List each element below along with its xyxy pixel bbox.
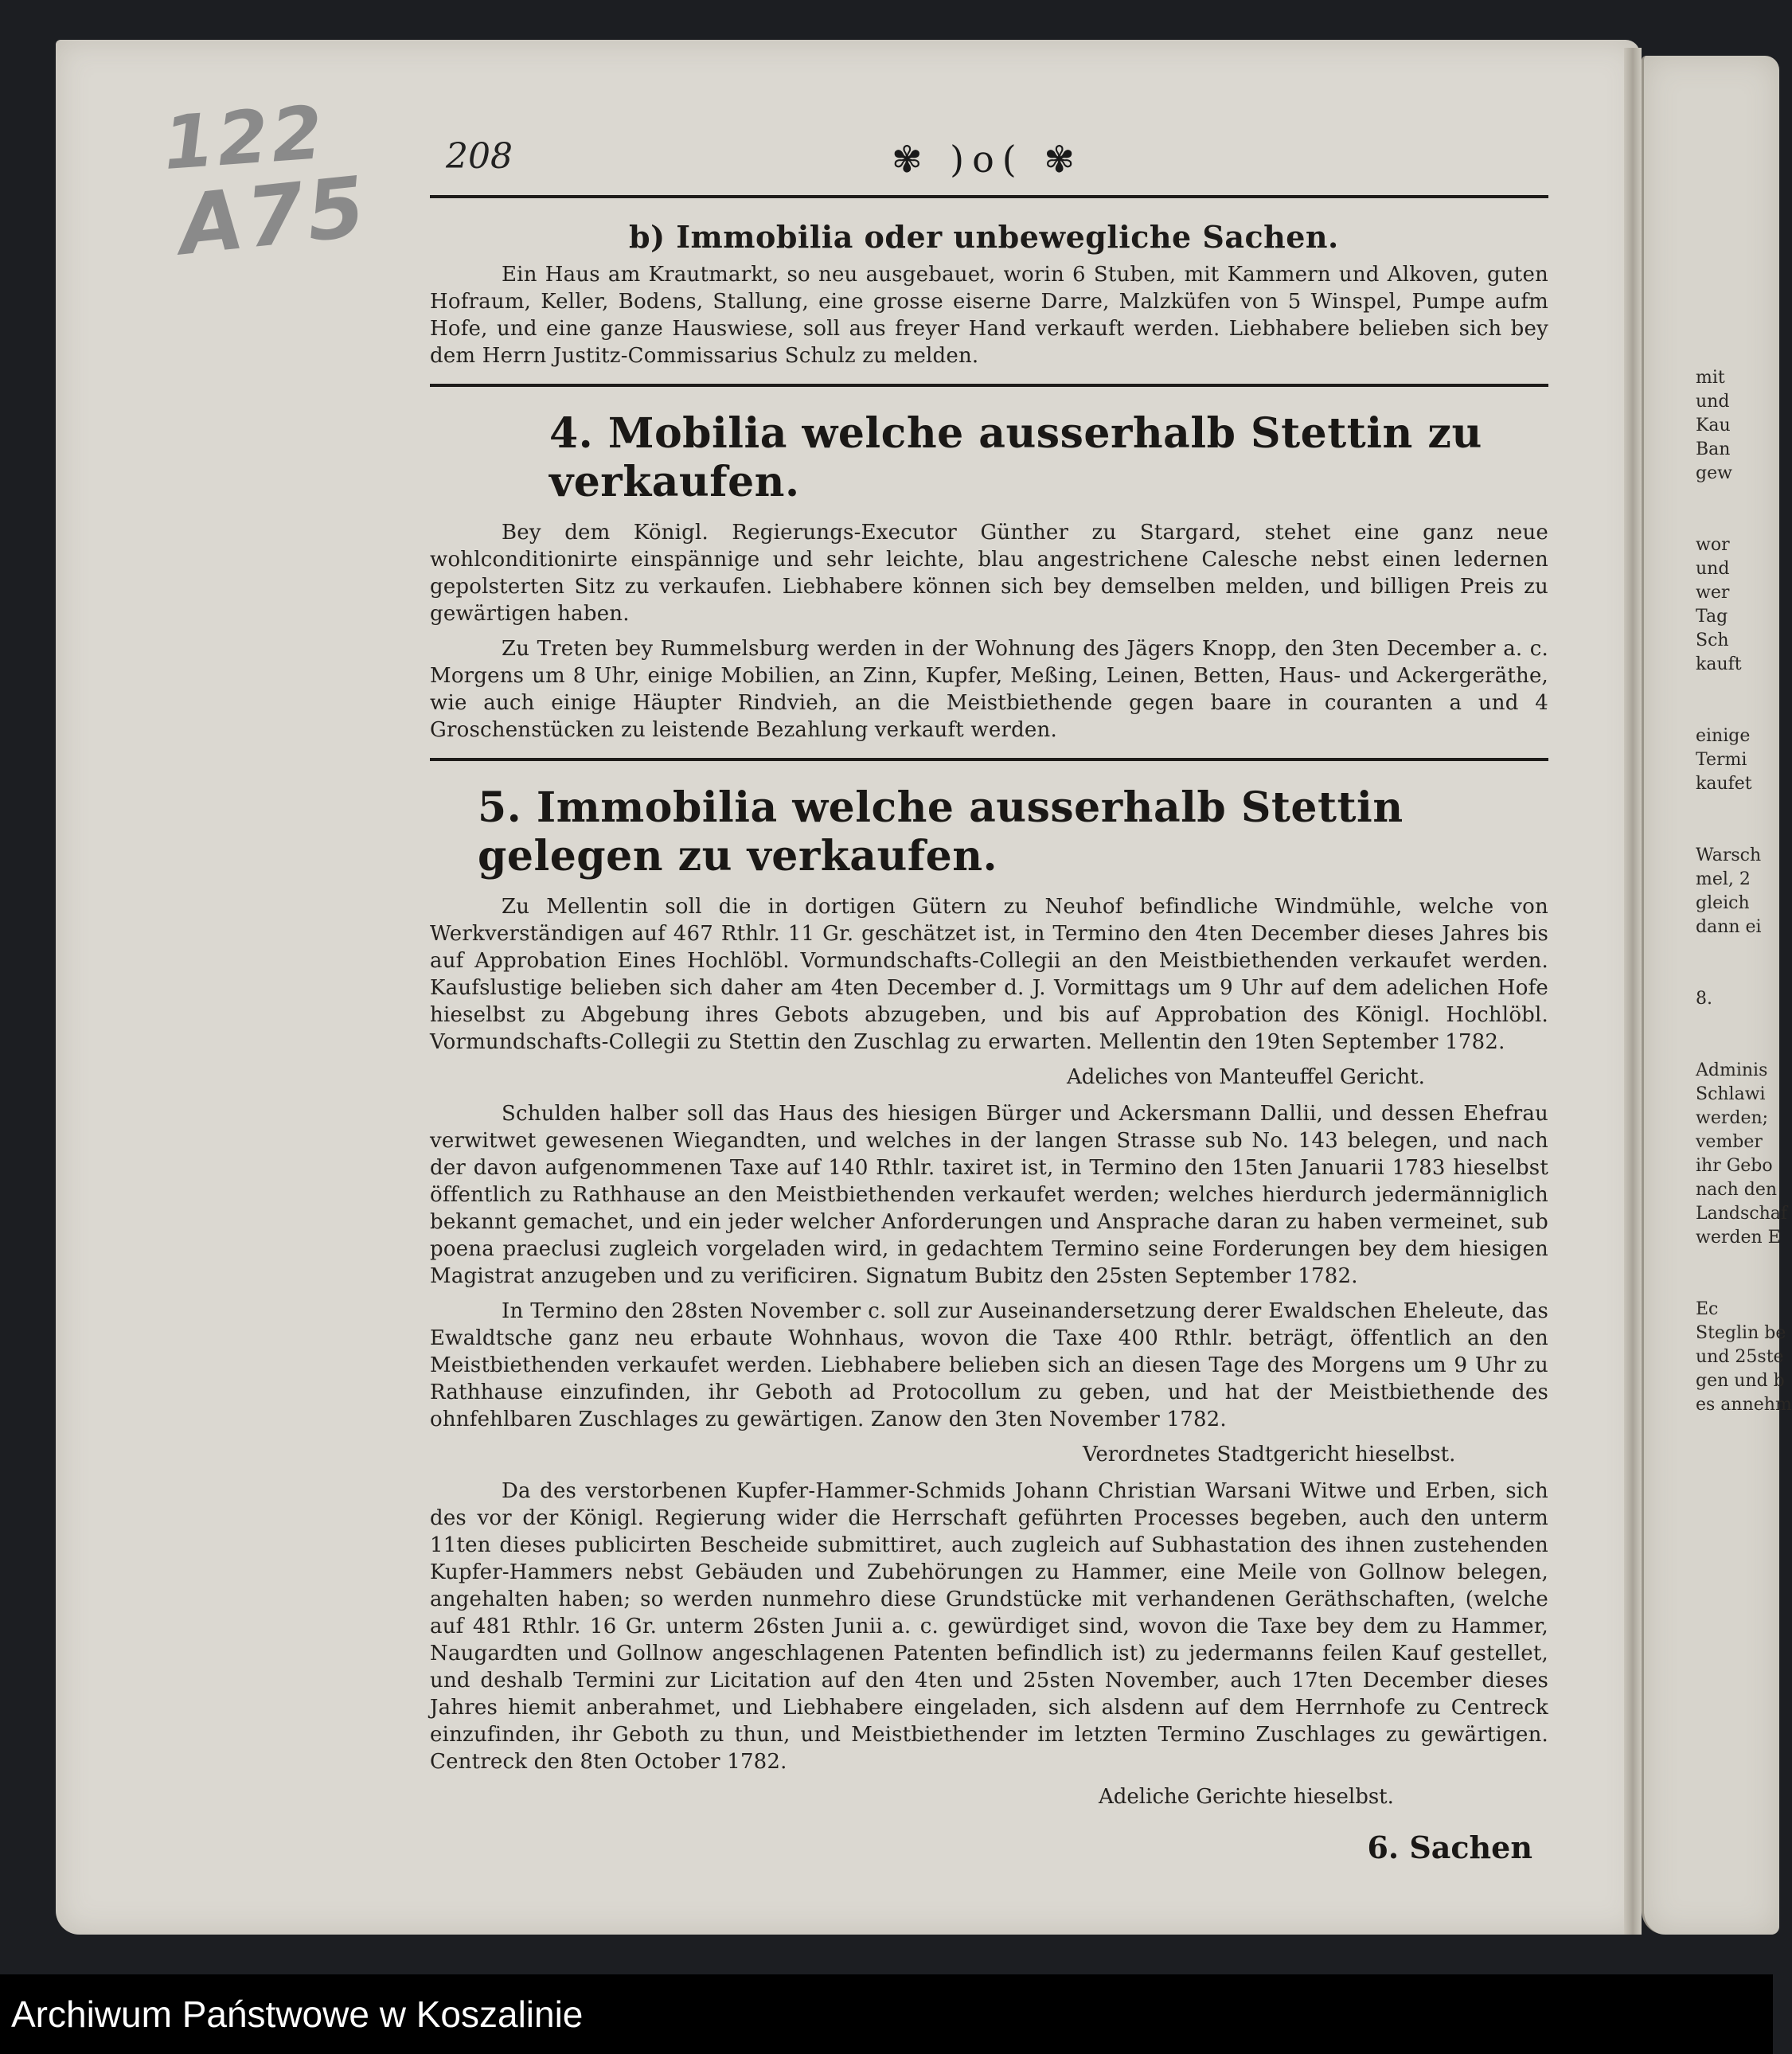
fragment-line: werden E: [1696, 1228, 1781, 1248]
section-divider: [430, 758, 1548, 761]
notice-text: In Termino den 28sten November c. soll zur Auseinandersetzung derer Ewaldschen Eheleute, das Ewaldtsche ganz neu erbaute Wohnhaus, wovon die Taxe 400 Rthlr. beträgt, öffentlich an den Meistbiethenden verkaufet werden. Liebhabere belieben sich an diesen Tage des Morgens um 9 Uhr zu Rathhause einzufinden, ihr Geboth ad Protocollum zu geben, und hat der Meistbiethende des ohnfehlbaren Zuschlages zu gewärtigen. Zanow den 3ten November 1782.: [430, 1299, 1548, 1431]
fragment-block: [1696, 533, 1773, 677]
fragment-line: nach den: [1696, 1180, 1778, 1200]
fragment-line: und 25ste: [1696, 1347, 1784, 1367]
page-ornament: ✾ )o( ✾: [892, 138, 1083, 181]
fragment-line: vember: [1696, 1132, 1763, 1152]
pencil-note-code: A75: [174, 157, 373, 275]
fragment-line: ihr Gebo: [1696, 1156, 1773, 1176]
fragment-line: wor: [1696, 535, 1730, 555]
fragment-line: wer: [1696, 583, 1730, 603]
notice-text: Schulden halber soll das Haus des hiesigen Bürger und Ackersmann Dallii, und dessen Ehefrau verwitwet gewesenen Wiegandten, und welches in der langen Strasse sub No. 143 belegen, und nach der davon aufgenommenen Taxe auf 140 Rthlr. taxiret ist, in Termino den 15ten Januarii 1783 hieselbst öffentlich zu Rathhause an den Meistbiethenden verkaufet werden; welches hierdurch jedermänniglich bekannt gemachet, und ein jeder welcher Anforderungen und Ansprache daran zu haben vermeinet, sub poena praeclusi zugleich vorgeladen wird, in gedachtem Termino seine Forderungen bey dem hiesigen Magistrat anzugeben und zu verificiren. Signatum Bubitz den 25sten September 1782.: [430, 1102, 1548, 1288]
fragment-block: [1696, 1298, 1792, 1417]
fragment-block: [1696, 724, 1773, 796]
fragment-line: Kau: [1696, 416, 1731, 435]
notice-signature: Adeliche Gerichte hieselbst.: [1099, 1785, 1394, 1809]
fragment-line: es annehm: [1696, 1395, 1792, 1415]
notice-text: Zu Mellentin soll die in dortigen Gütern zu Neuhof befindliche Windmühle, welche von Werkverständigen auf 467 Rthlr. 11 Gr. geschätzet ist, in Termino den 4ten December dieses Jahres bis auf Approbation Eines Hochlöbl. Vormundschafts-Collegii an den Meistbiethenden verkaufet werden. Kaufslustige belieben sich daher am 4ten December d. J. Vormittags um 9 Uhr auf dem adelichen Hofe hieselbst zu Abgebung ihres Gebots abzugeben, und bis auf Approbation des Königl. Hochlöbl. Vormundschafts-Collegii zu Stettin den Zuschlag zu erwarten. Mellentin den 19ten September 1782.: [430, 895, 1548, 1054]
fragment-line: Schlawi: [1696, 1084, 1766, 1104]
fragment-line: gen und b: [1696, 1371, 1785, 1391]
notice-text: Da des verstorbenen Kupfer-Hammer-Schmids Johann Christian Warsani Witwe und Erben, sich des vor der Königl. Regierung wider die Herrschaft geführten Processes begeben, auch den unterm 11ten dieses publicirten Bescheide submittiret, auch zugleich auf Subhastation des ihnen zustehenden Kupfer-Hammers nebst Gebäuden und Zubehörungen zu Hammer, eine Meile von Gollnow belegen, angehalten haben; so werden nunmehro diese Grundstücke mit verhandenen Geräthschaften, (welche auf 481 Rthlr. 16 Gr. unterm 26sten Junii a. c. gewürdiget sind, wovon die Taxe bey dem zu Hammer, Naugardten und Gollnow angeschlagenen Patenten befindlich ist) zu jedermanns feilen Kauf gestellet, und deshalb Termini zur Licitation auf den 4ten und 25sten November, auch 17ten December dieses Jahres hiemit anberahmet, und Liebhabere eingeladen, sich alsdenn auf dem Herrnhofe zu Centreck einzufinden, ihr Geboth zu thun, und Meistbiethender im letzten Termino Zuschlages zu gewärtigen. Centreck den 8ten October 1782.: [430, 1479, 1548, 1774]
page-number: 208: [446, 136, 513, 177]
fragment-line: dann ei: [1696, 917, 1762, 937]
fragment-line: und: [1696, 559, 1730, 579]
fragment-line: 8.: [1696, 989, 1712, 1009]
fragment-line: Warsch: [1696, 845, 1762, 865]
fragment-block: [1696, 987, 1773, 1011]
section-b-heading: b) Immobilia oder unbewegliche Sachen.: [629, 219, 1339, 255]
fragment-line: Steglin be: [1696, 1323, 1786, 1343]
section-4-paragraph: Bey dem Königl. Regierungs-Executor Günther zu Stargard, stehet eine ganz neue wohlconditionirte einspännige und sehr leichte, blau angestrichene Calesche nebst einen ledernen gepolsterten Sitz zu verkaufen. Liebhabere können sich bey demselben melden, und billigen Preis zu gewärtigen haben.: [430, 521, 1548, 626]
fragment-line: mel, 2: [1696, 869, 1751, 889]
section-5-heading: 5. Immobilia welche ausserhalb Stettin gelegen zu verkaufen.: [478, 783, 1404, 881]
fragment-line: gew: [1696, 463, 1732, 483]
section-b-paragraph: Ein Haus am Krautmarkt, so neu ausgebauet, worin 6 Stuben, mit Kammern und Alkoven, guten Hofraum, Keller, Bodens, Stallung, eine grosse eiserne Darre, Malzküfen von 5 Winspel, Pumpe aufm Hofe, und eine ganze Hauswiese, soll aus freyer Hand verkauft werden. Liebhabere belieben sich bey dem Herrn Justitz-Commissarius Schulz zu melden.: [430, 263, 1548, 368]
notice-signature: Verordnetes Stadtgericht hieselbst.: [1083, 1443, 1456, 1466]
fragment-line: kaufet: [1696, 774, 1752, 794]
catchword: 6. Sachen: [1367, 1829, 1532, 1865]
fragment-line: gleich: [1696, 893, 1750, 913]
fragment-line: einige: [1696, 726, 1751, 746]
adjacent-page-fragments: [1696, 366, 1792, 1465]
fragment-line: Ban: [1696, 439, 1731, 459]
fragment-line: Landschaf: [1696, 1204, 1788, 1224]
fragment-line: werden;: [1696, 1108, 1769, 1128]
fragment-line: mit: [1696, 368, 1725, 388]
fragment-line: Adminis: [1696, 1060, 1768, 1080]
section-4-paragraph: Zu Treten bey Rummelsburg werden in der Wohnung des Jägers Knopp, den 3ten December a. c. Morgens um 8 Uhr, einige Mobilien, an Zinn, Kupfer, Meßing, Leinen, Betten, Haus- und Ackergeräthe, wie auch einige Häupter Rindvieh, an die Meistbiethende gegen baare in couranten a und 4 Groschenstücken zu leistende Bezahlung verkauft werden.: [430, 637, 1548, 742]
archive-footer: Archiwum Państwowe w Koszalinie: [0, 1974, 1773, 2054]
fragment-block: [1696, 366, 1773, 486]
section-4-heading: 4. Mobilia welche ausserhalb Stettin zu verkaufen.: [549, 409, 1482, 506]
fragment-line: Termi: [1696, 750, 1747, 770]
fragment-block: [1696, 844, 1773, 939]
section-divider: [430, 384, 1548, 387]
fragment-line: Tag: [1696, 607, 1728, 627]
notice-signature: Adeliches von Manteuffel Gericht.: [1067, 1065, 1425, 1089]
page-fold: [1624, 48, 1642, 1935]
fragment-line: kauft: [1696, 654, 1742, 674]
fragment-line: Ec: [1696, 1299, 1719, 1319]
fragment-block: [1696, 1059, 1788, 1250]
page-header: [430, 131, 1548, 198]
fragment-line: und: [1696, 392, 1730, 412]
pencil-note-number: 122: [160, 90, 329, 186]
page-content: [430, 131, 1548, 1865]
fragment-line: Sch: [1696, 631, 1729, 650]
